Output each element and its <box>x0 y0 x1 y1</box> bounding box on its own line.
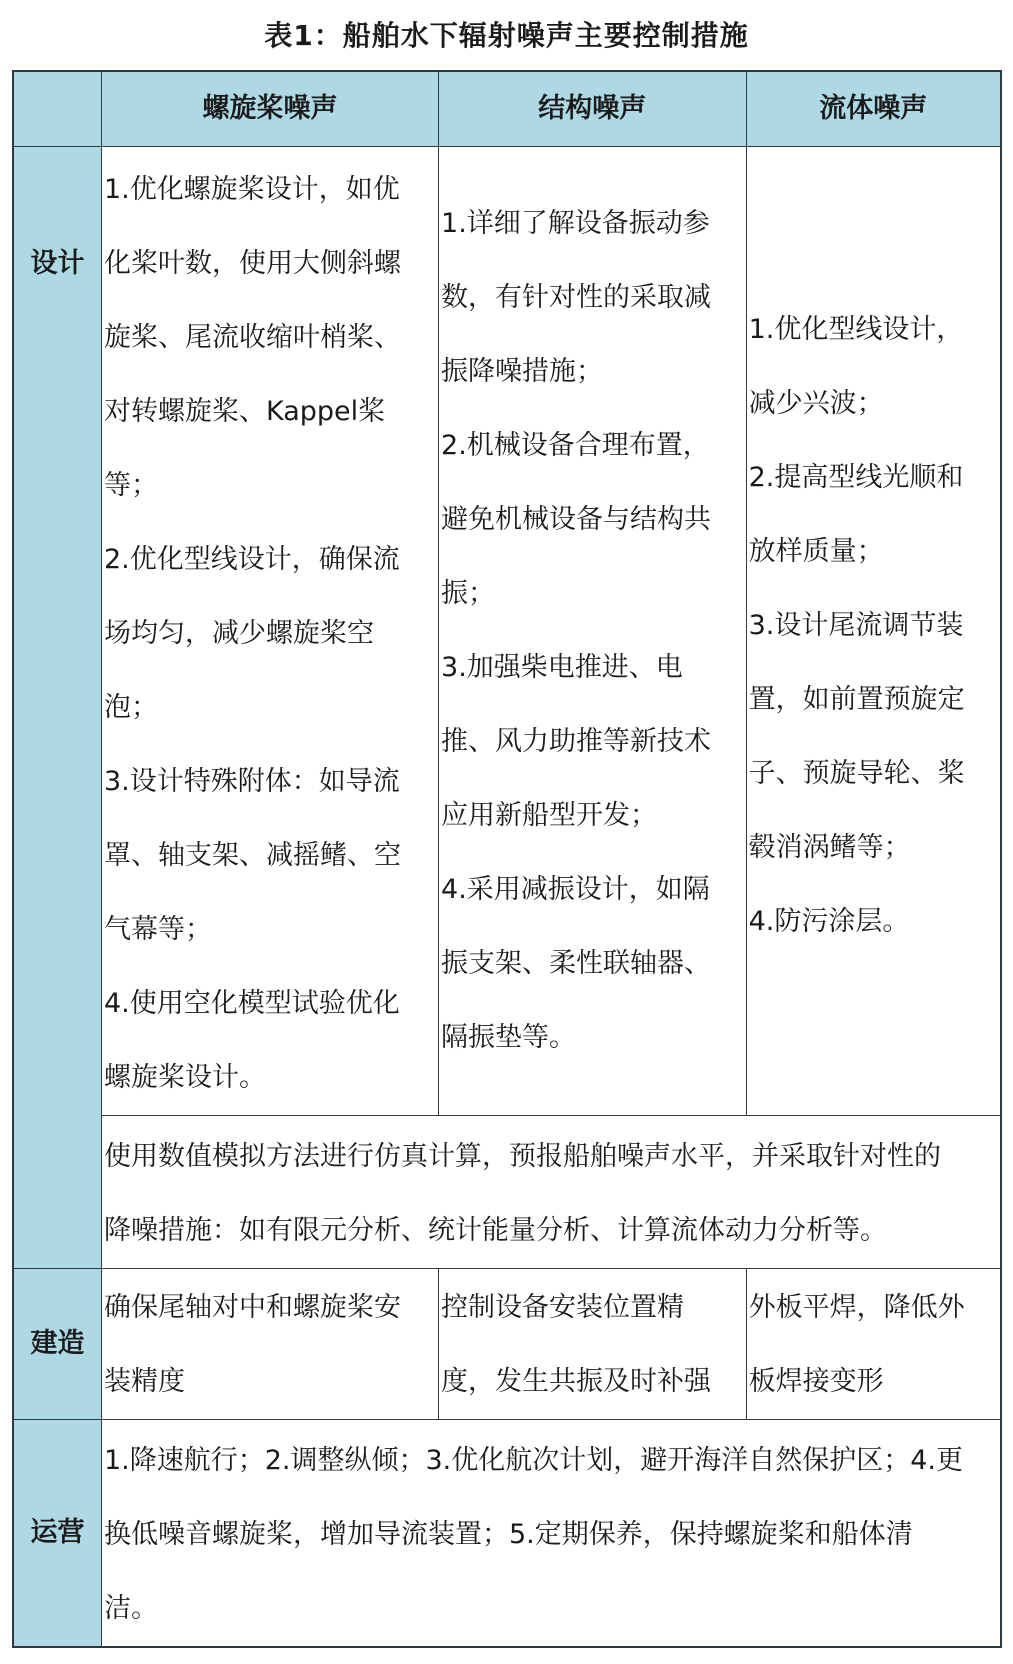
build-structure-text: 控制设备安装位置精 度，发生共振及时补强 <box>441 1292 712 1397</box>
table-title: 表1：船舶水下辐射噪声主要控制措施 <box>264 19 749 52</box>
design-merged-row <box>13 1116 1001 1269</box>
row-header-design <box>13 147 101 1269</box>
design-structure-text: 1.详细了解设备振动参 数，有针对性的采取减 振降噪措施； 2.机械设备合理布置， 避免机械设备与结构共 振； 3.加强柴电推进、电 推、风力助推等新技术 应用新船型开发； 4.采用减振设计，如隔 振支架、柔性联轴器、 隔振垫等。 <box>441 208 712 1053</box>
row-header-design-label: 设计 <box>30 248 85 279</box>
design-fluid-text: 1.优化型线设计， 减少兴波； 2.提高型线光顺和 放样质量； 3.设计尾流调节装 置，如前置预旋定 子、预旋导轮、桨 毂消涡鳍等； 4.防污涂层。 <box>748 314 965 937</box>
column-header-structure-noise: 结构噪声 <box>439 71 747 147</box>
design-merged-cell <box>101 1116 1001 1269</box>
column-header-propeller-noise: 螺旋桨噪声 <box>101 71 438 147</box>
design-propeller-text: 1.优化螺旋桨设计，如优 化桨叶数，使用大侧斜螺 旋桨、尾流收缩叶梢桨、 对转螺旋桨、Kappel桨 等； 2.优化型线设计，确保流 场均匀，减少螺旋桨空 泡； 3.设计特殊附体：如导流 罩、轴支架、减摇鳍、空 气幕等； 4.使用空化模型试验优化 螺旋桨设计。 <box>103 174 401 1093</box>
design-structure-cell <box>439 147 747 1116</box>
build-propeller-cell <box>101 1269 438 1420</box>
design-fluid-cell <box>746 147 1001 1116</box>
header-row <box>13 71 1001 147</box>
build-row <box>13 1269 1001 1420</box>
row-header-ops-label: 运营 <box>30 1517 85 1548</box>
ops-merged-text: 1.降速航行；2.调整纵倾；3.优化航次计划，避开海洋自然保护区；4.更 换低噪音螺旋桨，增加导流装置；5.定期保养，保持螺旋桨和船体清 洁。 <box>103 1445 964 1624</box>
row-header-build-label: 建造 <box>30 1328 85 1359</box>
build-propeller-text: 确保尾轴对中和螺旋桨安 装精度 <box>103 1292 401 1397</box>
row-header-build <box>13 1269 101 1420</box>
build-fluid-text: 外板平焊，降低外 板焊接变形 <box>748 1292 965 1397</box>
corner-cell <box>13 71 101 147</box>
build-structure-cell <box>439 1269 747 1420</box>
row-header-ops <box>13 1420 101 1648</box>
ops-merged-cell <box>101 1420 1001 1648</box>
design-propeller-cell <box>101 147 438 1116</box>
noise-control-table <box>12 70 1002 1648</box>
design-merged-text: 使用数值模拟方法进行仿真计算，预报船舶噪声水平，并采取针对性的 降噪措施：如有限元分析、统计能量分析、计算流体动力分析等。 <box>103 1141 941 1246</box>
ops-row <box>13 1420 1001 1648</box>
build-fluid-cell <box>746 1269 1001 1420</box>
design-row <box>13 147 1001 1116</box>
column-header-fluid-noise: 流体噪声 <box>746 71 1001 147</box>
